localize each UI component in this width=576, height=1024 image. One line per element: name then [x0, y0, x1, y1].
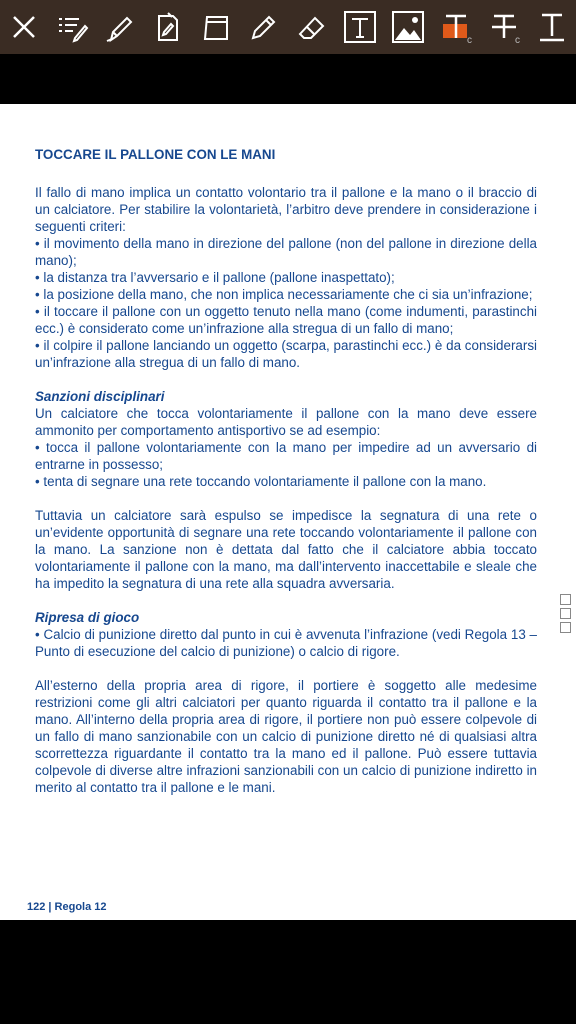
scroll-mark	[560, 622, 571, 633]
list-item: • tocca il pallone volontariamente con la mano per impedire ad un avversario di entrarne in possesso;	[35, 440, 537, 472]
top-black-band	[0, 54, 576, 104]
image-icon	[391, 10, 425, 44]
section-title: TOCCARE IL PALLONE CON LE MANI	[35, 147, 276, 162]
strikethrough-text-button[interactable]	[480, 0, 528, 54]
list-item: • il colpire il pallone lanciando un oggetto (scarpa, parastinchi ecc.) è da considerarsi un’infrazione alla stregua di un fallo di mano.	[35, 338, 537, 370]
window-icon	[199, 10, 233, 44]
bottom-black-band	[0, 920, 576, 1024]
page-scroll-indicator[interactable]	[560, 594, 570, 636]
underline-text-icon	[535, 10, 569, 44]
pen-tool-button[interactable]	[96, 0, 144, 54]
highlight-sub-label: c	[467, 35, 472, 46]
list-item: • il toccare il pallone con un oggetto tenuto nella mano (come indumenti, parastinchi ecc.) è considerato come un’infrazione alla stregua di un fallo di mano;	[35, 304, 537, 336]
list-item: • il movimento della mano in direzione del pallone (non del pallone in direzione della mano);	[35, 236, 537, 268]
strikethrough-sub-label: c	[515, 35, 520, 46]
document-page	[0, 104, 576, 920]
eraser-icon	[295, 10, 329, 44]
page-footer: 122 | Regola 12	[27, 901, 107, 913]
eraser-tool-button[interactable]	[288, 0, 336, 54]
subheading-ripresa: Ripresa di gioco	[35, 610, 140, 625]
list-item: • la posizione della mano, che non implica necessariamente che ci sia un’infrazione;	[35, 287, 533, 302]
highlight-text-button[interactable]	[432, 0, 480, 54]
list-edit-button[interactable]	[48, 0, 96, 54]
pencil-icon	[247, 10, 281, 44]
paragraph: • Calcio di punizione diretto dal punto in cui è avvenuta l’infrazione (vedi Regola 13 – Punto di esecuzione del calcio di punizione) o calcio di rigore.	[35, 627, 537, 659]
note-icon	[151, 10, 185, 44]
note-tool-button[interactable]	[144, 0, 192, 54]
list-edit-icon	[55, 10, 89, 44]
scroll-mark	[560, 594, 571, 605]
paragraph: Il fallo di mano implica un contatto volontario tra il pallone e la mano o il braccio di un calciatore. Per stabilire la volontarietà, l’arbitro deve prendere in considerazione i seguenti criteri:	[35, 185, 537, 234]
annotation-toolbar	[0, 0, 576, 54]
paragraph: Un calciatore che tocca volontariamente il pallone con la mano deve essere ammonito per comportamento antisportivo se ad esempio:	[35, 406, 537, 438]
close-icon	[7, 10, 41, 44]
list-item: • tenta di segnare una rete toccando volontariamente il pallone con la mano.	[35, 474, 487, 489]
document-content	[35, 146, 537, 796]
window-tool-button[interactable]	[192, 0, 240, 54]
paragraph: All’esterno della propria area di rigore, il portiere è soggetto alle medesime restrizioni come gli altri calciatori per quanto riguarda il contatto tra il pallone e la mano. All’interno della propria area di rigore, il portiere non può essere colpevole di un fallo di mano sanzionabile con un calcio di punizione diretto né di qualsiasi altra scorrettezza riguardante il contatto tra la mano ed il pallone. Può essere tuttavia colpevole di diverse altre infrazioni sanzionabili con un calcio di punizione indiretto in merito al contatto tra il pallone e le mani.	[35, 678, 537, 795]
text-box-button[interactable]	[336, 0, 384, 54]
paragraph: Tuttavia un calciatore sarà espulso se impedisce la segnatura di una rete o un’evidente opportunità di segnare una rete toccando volontariamente il pallone con la mano. La sanzione non è dettata dal fatto che il calciatore abbia toccato volontariamente il pallone con la mano, ma dall’intervento inaccettabile e sleale che ha impedito la segnatura di una rete alla squadra avversaria.	[35, 508, 537, 591]
pencil-tool-button[interactable]	[240, 0, 288, 54]
list-item: • la distanza tra l’avversario e il pallone (pallone inaspettato);	[35, 270, 395, 285]
text-box-icon	[343, 10, 377, 44]
underline-text-button[interactable]	[528, 0, 576, 54]
subheading-sanzioni: Sanzioni disciplinari	[35, 389, 165, 404]
scroll-mark	[560, 608, 571, 619]
close-button[interactable]	[0, 0, 48, 54]
pen-icon	[103, 10, 137, 44]
image-tool-button[interactable]	[384, 0, 432, 54]
